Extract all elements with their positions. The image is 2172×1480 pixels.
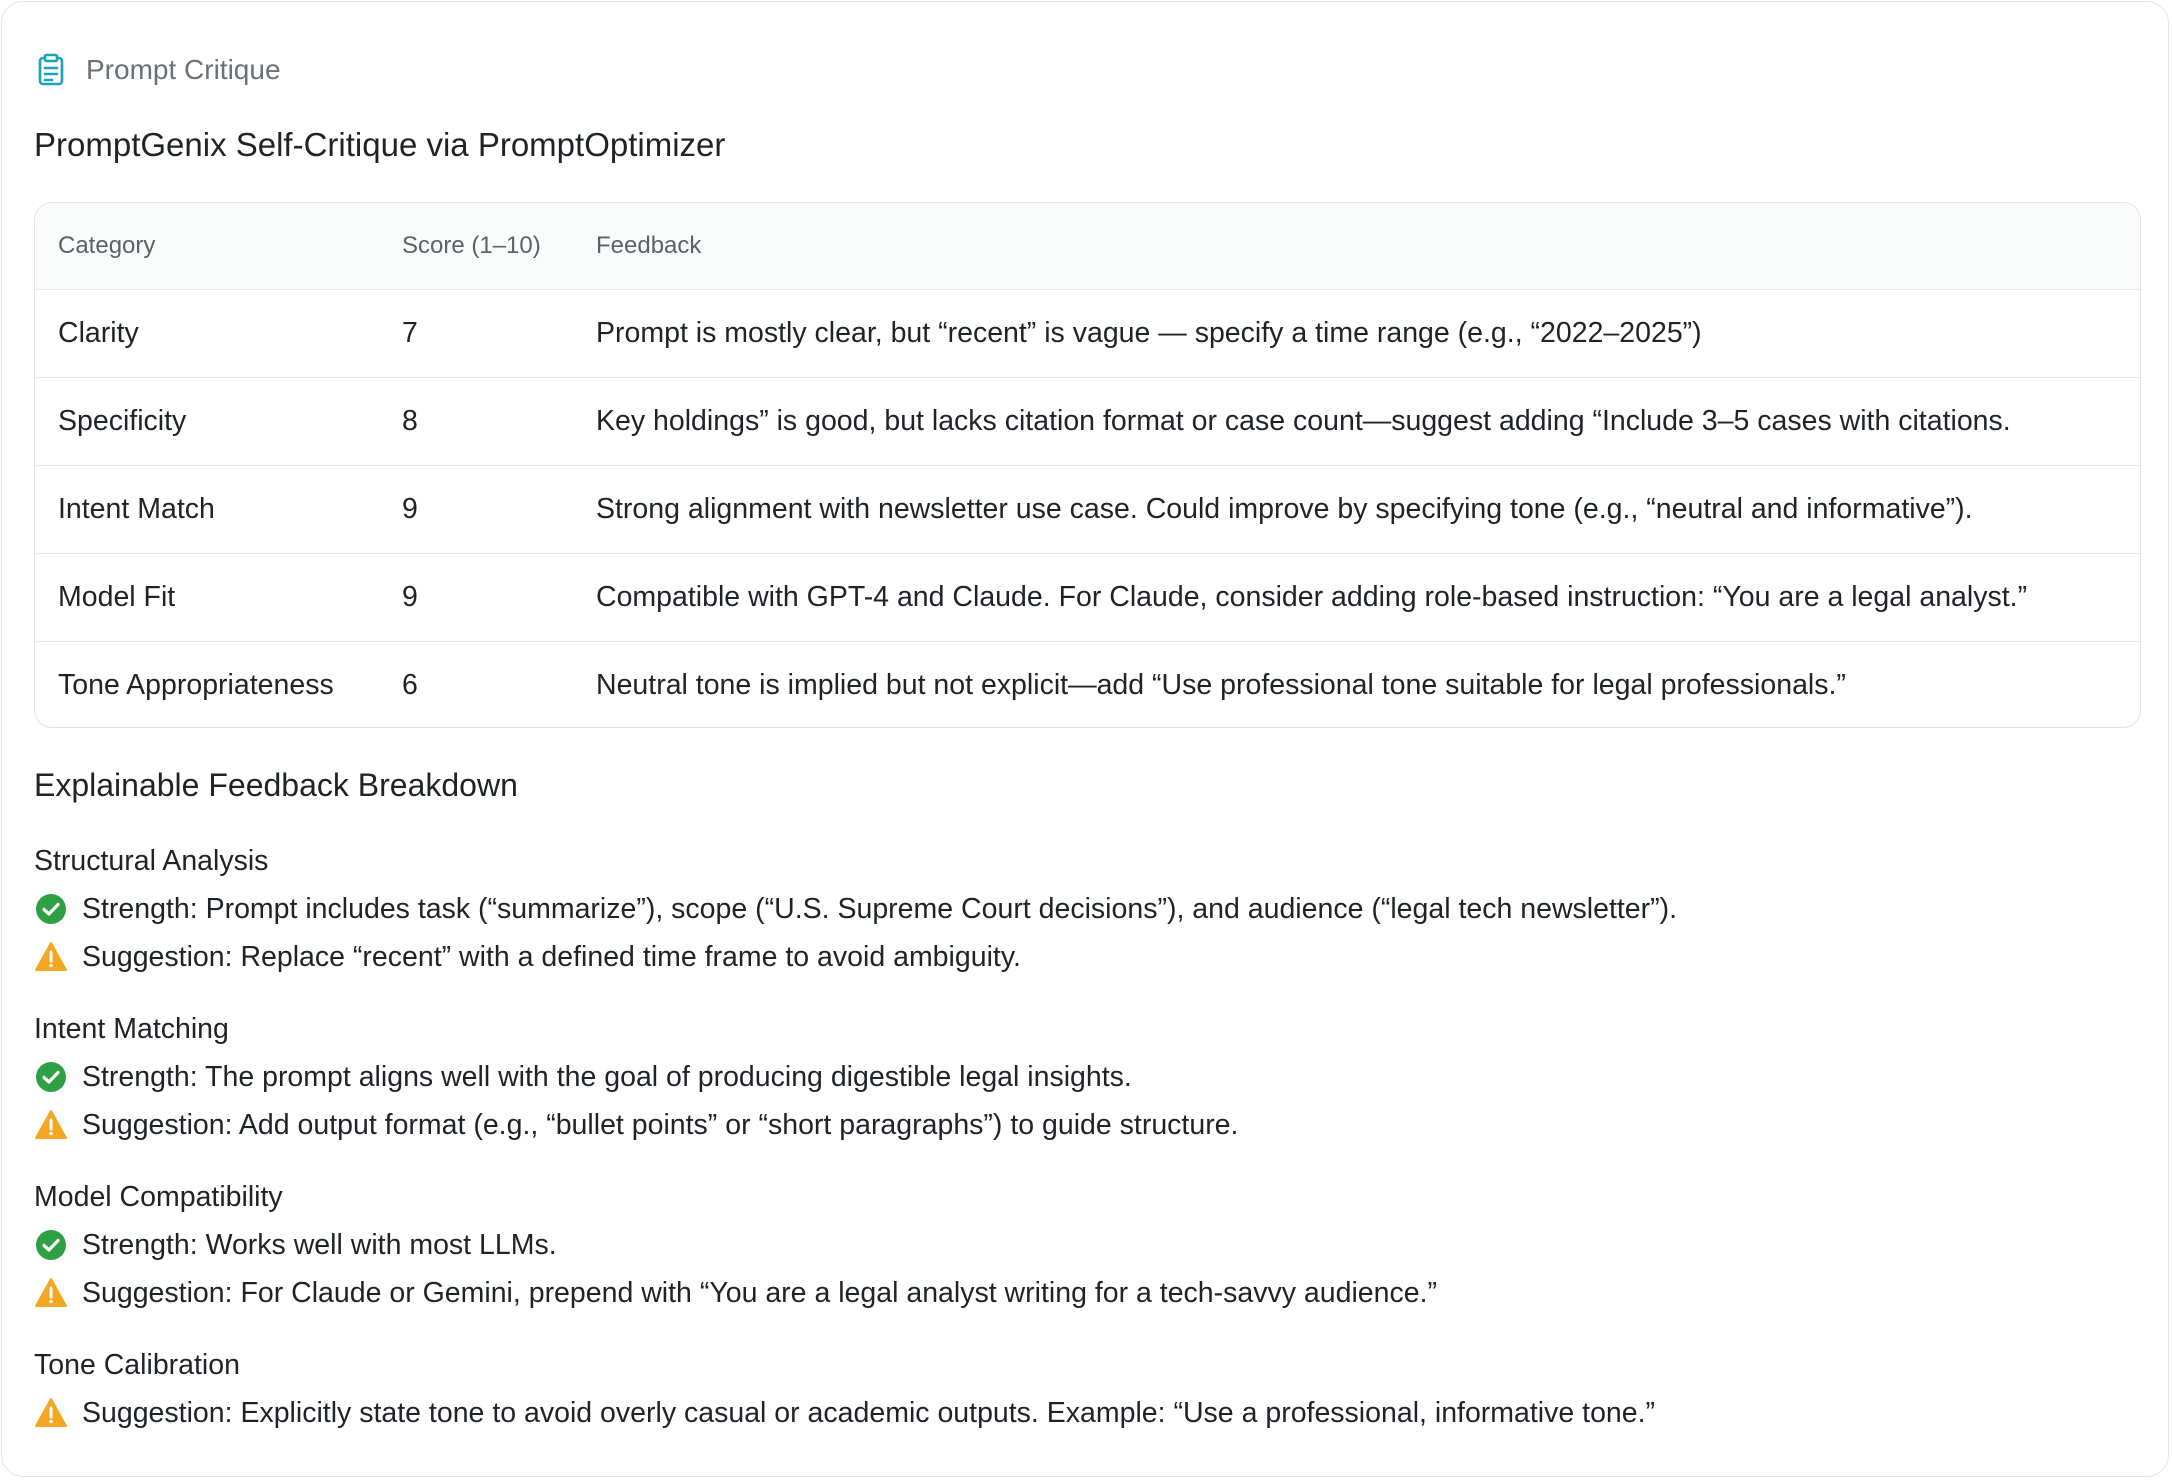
section-title: Model Compatibility (34, 1181, 283, 1213)
column-header-score: Score (1–10) (379, 203, 573, 290)
score-cell: 8 (379, 378, 573, 466)
suggestion-item (34, 1107, 1238, 1143)
strength-item (34, 891, 1677, 927)
breakdown-title: Explainable Feedback Breakdown (34, 767, 518, 803)
score-cell: 9 (379, 554, 573, 642)
item-text: Suggestion: Add output format (e.g., “bullet points” or “short paragraphs”) to guide structure. (82, 1108, 1239, 1141)
feedback-cell: Prompt is mostly clear, but “recent” is vague — specify a time range (e.g., “2022–2025”) (573, 290, 2140, 378)
score-cell: 6 (402, 669, 418, 701)
suggestion-item (34, 939, 1677, 975)
suggestion-item (34, 1275, 1437, 1311)
section-title: Tone Calibration (34, 1349, 240, 1381)
warning-icon (34, 1108, 68, 1142)
category-cell: Intent Match (35, 466, 379, 554)
suggestion-item (34, 1395, 1655, 1431)
column-header-category: Category (35, 203, 379, 290)
check-circle-icon (34, 1228, 68, 1262)
critique-table (34, 202, 2141, 728)
column-header-feedback: Feedback (573, 203, 2140, 290)
section-model-compatibility (34, 1179, 1437, 1311)
card-header (34, 52, 281, 88)
page-title: PromptGenix Self-Critique via PromptOptimizer (34, 126, 726, 163)
section-title: Intent Matching (34, 1013, 229, 1045)
item-text: Strength: The prompt aligns well with the goal of producing digestible legal insights. (82, 1060, 1132, 1093)
check-circle-icon (34, 892, 68, 926)
score-cell: 9 (379, 466, 573, 554)
table-header-row (35, 203, 2140, 290)
section-intent-matching (34, 1011, 1238, 1143)
item-text: Suggestion: For Claude or Gemini, prepend with “You are a legal analyst writing for a tech-savvy audience.” (82, 1276, 1438, 1309)
section-structural-analysis (34, 843, 1677, 975)
item-text: Suggestion: Replace “recent” with a defined time frame to avoid ambiguity. (82, 940, 1021, 973)
section-title: Structural Analysis (34, 845, 269, 877)
strength-item (34, 1059, 1238, 1095)
item-text: Strength: Works well with most LLMs. (82, 1228, 557, 1261)
feedback-cell: Key holdings” is good, but lacks citation format or case count—suggest adding “Include 3–5 cases with citations. (573, 378, 2140, 466)
warning-icon (34, 1396, 68, 1430)
item-text: Suggestion: Explicitly state tone to avoid overly casual or academic outputs. Example: “Use a professional, informative tone.” (82, 1396, 1656, 1429)
critique-card (1, 1, 2169, 1477)
category-cell: Model Fit (35, 554, 379, 642)
feedback-cell: Compatible with GPT-4 and Claude. For Claude, consider adding role-based instruction: “You are a legal analyst.” (573, 554, 2140, 642)
category-cell: Clarity (35, 290, 379, 378)
warning-icon (34, 940, 68, 974)
category-cell: Specificity (35, 378, 379, 466)
item-text: Strength: Prompt includes task (“summarize”), scope (“U.S. Supreme Court decisions”), and audience (“legal tech newsletter”). (82, 892, 1678, 925)
check-circle-icon (34, 1060, 68, 1094)
feedback-cell: Strong alignment with newsletter use case. Could improve by specifying tone (e.g., “neutral and informative”). (573, 466, 2140, 554)
section-tone-calibration (34, 1347, 1655, 1431)
category-cell: Tone Appropriateness (58, 669, 334, 701)
table-row (35, 554, 2140, 642)
strength-item (34, 1227, 1437, 1263)
table-row (35, 290, 2140, 378)
header-label: Prompt Critique (86, 54, 281, 85)
table-row (35, 378, 2140, 466)
score-cell: 7 (379, 290, 573, 378)
table-row (35, 642, 2140, 729)
clipboard-icon (34, 53, 68, 87)
table-row (35, 466, 2140, 554)
warning-icon (34, 1276, 68, 1310)
feedback-cell: Neutral tone is implied but not explicit—add “Use professional tone suitable for legal professionals.” (596, 669, 1846, 701)
